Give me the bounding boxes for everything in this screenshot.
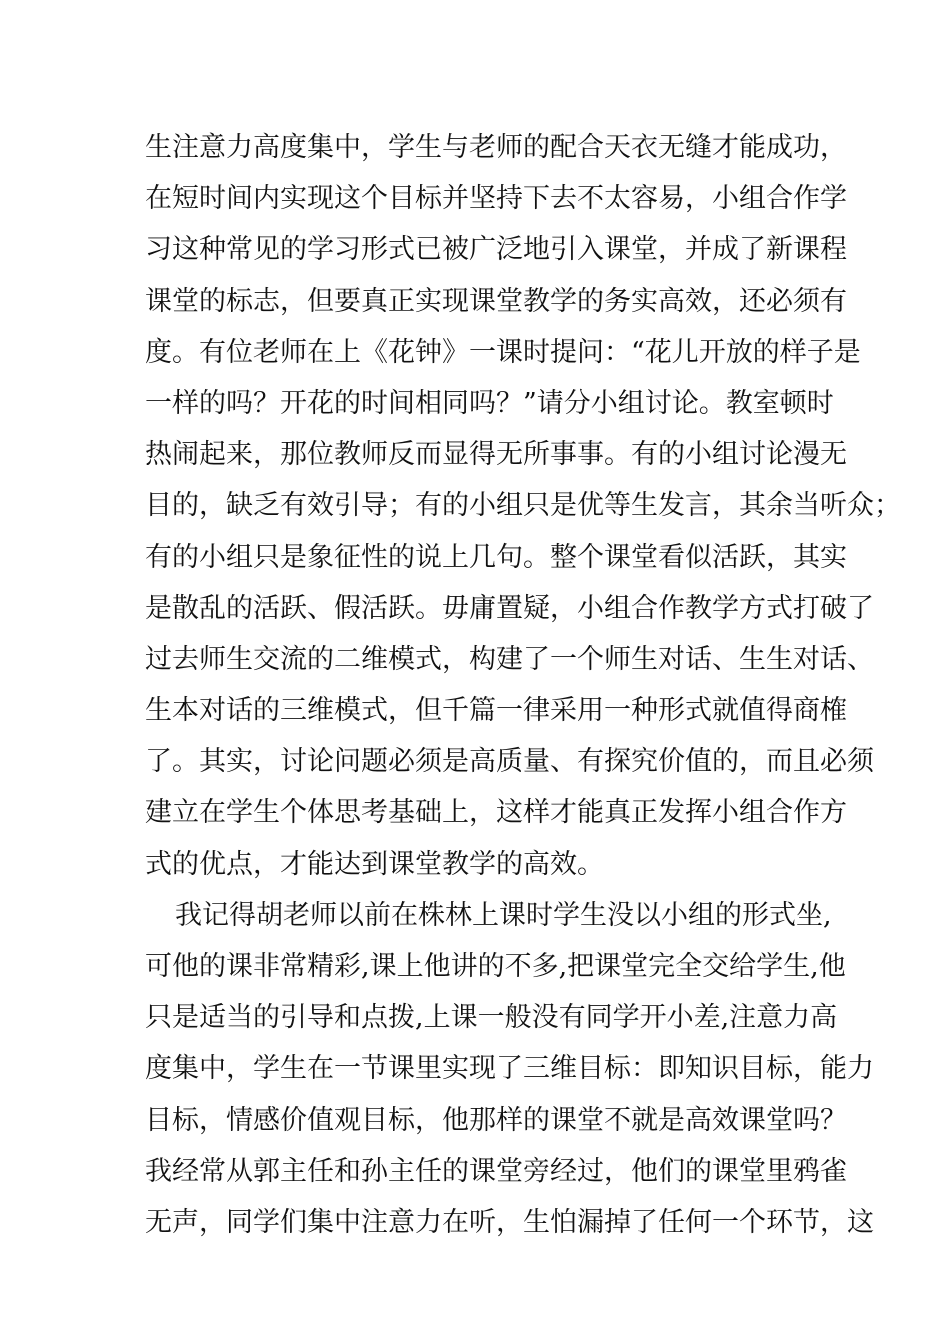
text-line: 无声，同学们集中注意力在听，生怕漏掉了任何一个环节，这 [145, 1206, 874, 1238]
text-line: 生本对话的三维模式，但千篇一律采用一种形式就值得商榷 [145, 695, 847, 727]
text-line: 习这种常见的学习形式已被广泛地引入课堂，并成了新课程 [145, 234, 847, 266]
text-line: 热闹起来，那位教师反而显得无所事事。有的小组讨论漫无 [145, 439, 847, 471]
text-line: 过去师生交流的二维模式，构建了一个师生对话、生生对话、 [145, 643, 874, 675]
text-line: 目的，缺乏有效引导；有的小组只是优等生发言，其余当听众； [145, 490, 901, 522]
text-line: 在短时间内实现这个目标并坚持下去不太容易，小组合作学 [145, 183, 847, 215]
text-line: 度集中，学生在一节课里实现了三维目标：即知识目标，能力 [145, 1053, 874, 1085]
text-line: 只是适当的引导和点拨,上课一般没有同学开小差,注意力高 [145, 1002, 838, 1034]
text-line: 有的小组只是象征性的说上几句。整个课堂看似活跃，其实 [145, 541, 847, 573]
text-line: 生注意力高度集中，学生与老师的配合天衣无缝才能成功， [145, 132, 847, 163]
text-line: 式的优点，才能达到课堂教学的高效。 [145, 848, 604, 880]
text-line: 建立在学生个体思考基础上，这样才能真正发挥小组合作方 [145, 797, 847, 829]
text-line: 度。有位老师在上《花钟》一课时提问：“花儿开放的样子是 [145, 336, 861, 368]
text-line: 课堂的标志，但要真正实现课堂教学的务实高效，还必须有 [145, 285, 847, 317]
text-line: 是散乱的活跃、假活跃。毋庸置疑，小组合作教学方式打破了 [145, 592, 874, 624]
text-line: 可他的课非常精彩,课上他讲的不多,把课堂完全交给学生,他 [145, 951, 846, 982]
text-line: 我经常从郭主任和孙主任的课堂旁经过，他们的课堂里鸦雀 [145, 1155, 847, 1187]
paragraph-first-line: 我记得胡老师以前在株林上课时学生没以小组的形式坐, [175, 899, 832, 931]
text-line: 一样的吗？开花的时间相同吗？”请分小组讨论。教室顿时 [145, 387, 834, 419]
body-text [145, 122, 901, 1248]
text-line: 目标，情感价值观目标，他那样的课堂不就是高效课堂吗？ [145, 1104, 847, 1136]
text-line: 了。其实，讨论问题必须是高质量、有探究价值的，而且必须 [145, 746, 874, 778]
